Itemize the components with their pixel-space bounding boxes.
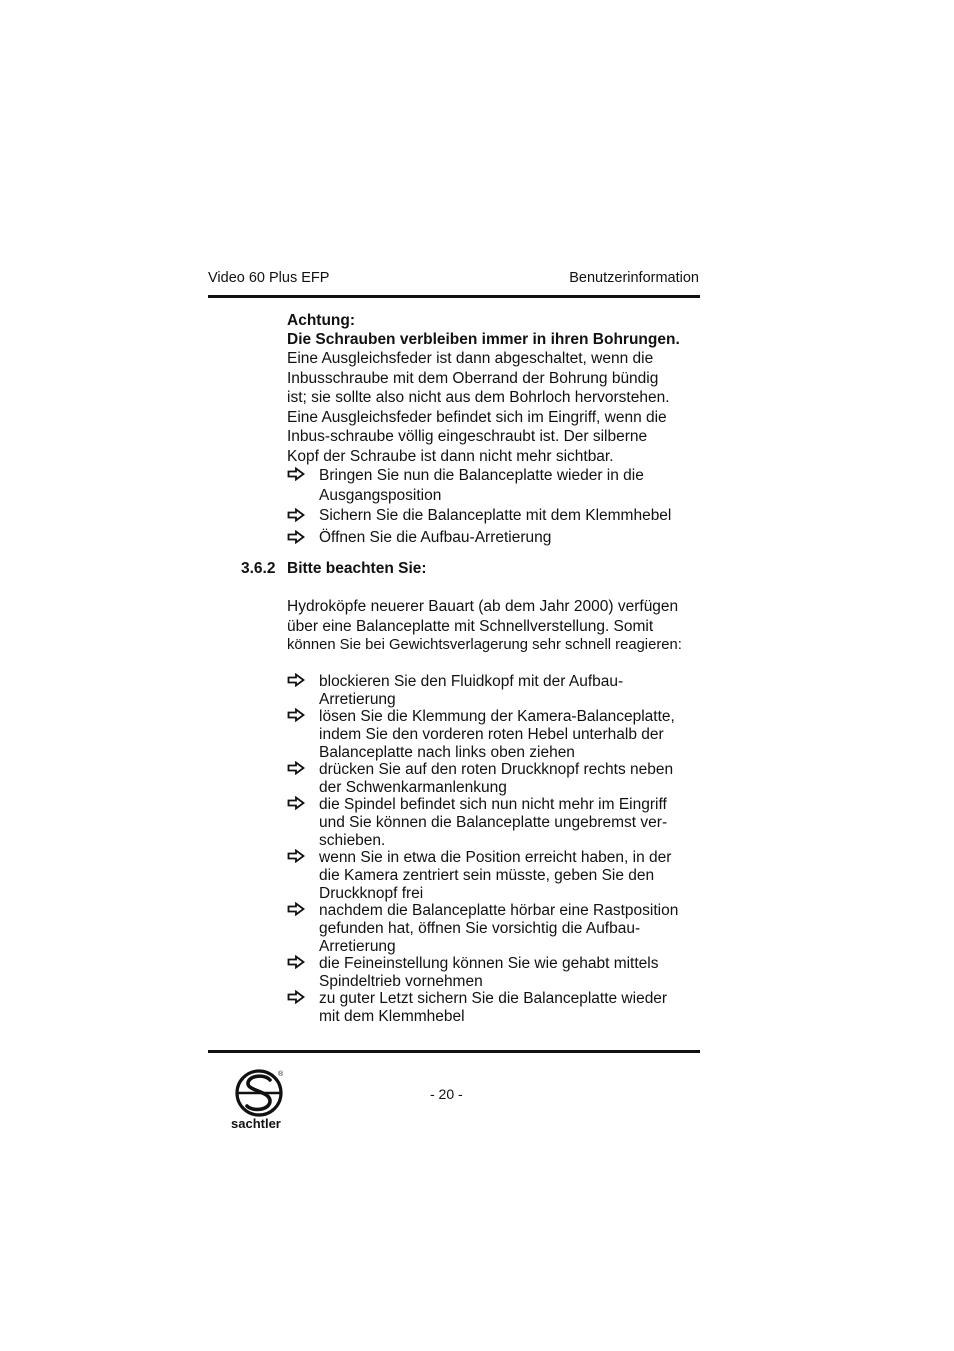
list-item: nachdem die Balanceplatte hörbar eine Rastposition gefunden hat, öffnen Sie vorsichtig die Aufbau- Arretierung [319, 902, 679, 955]
list-item: Sichern Sie die Balanceplatte mit dem Klemmhebel [319, 507, 672, 524]
arrow-right-icon [287, 508, 305, 522]
arrow-right-icon [287, 708, 305, 722]
intro-line: Hydroköpfe neuerer Bauart (ab dem Jahr 2000) verfügen [287, 598, 679, 615]
list-item: Öffnen Sie die Aufbau-Arretierung [319, 529, 552, 546]
intro-line: über eine Balanceplatte mit Schnellverstellung. Somit [287, 617, 654, 635]
list-item: lösen Sie die Klemmung der Kamera-Balanceplatte, indem Sie den vorderen roten Hebel unterhalb der Balanceplatte nach links oben ziehen [319, 708, 675, 761]
arrow-right-icon [287, 761, 305, 775]
note-line: Inbusschraube mit dem Oberrand der Bohrung bündig [287, 369, 659, 387]
registered-mark: ® [278, 1071, 284, 1078]
arrow-right-icon [287, 902, 305, 916]
note-body [287, 349, 670, 466]
list-item: wenn Sie in etwa die Position erreicht haben, in der die Kamera zentriert sein müsste, geben Sie den Druckknopf frei [319, 849, 672, 902]
arrow-right-icon [287, 955, 305, 969]
header-title: Video 60 Plus EFP [208, 270, 330, 286]
arrow-right-icon [287, 673, 305, 687]
section-number: 3.6.2 [241, 560, 276, 577]
note-line: Eine Ausgleichsfeder ist dann abgeschaltet, wenn die [287, 350, 654, 367]
section-title: Bitte beachten Sie: [287, 560, 427, 577]
arrow-right-icon [287, 530, 305, 544]
note-subtitle: Die Schrauben verbleiben immer in ihren Bohrungen. [287, 331, 680, 348]
arrow-right-icon [287, 467, 305, 481]
note-line: Eine Ausgleichsfeder befindet sich im Eingriff, wenn die [287, 408, 667, 426]
note-line: ist; sie sollte also nicht aus dem Bohrloch hervorstehen. [287, 389, 670, 406]
list-item: die Spindel befindet sich nun nicht mehr im Eingriff und Sie können die Balanceplatte ungebremst ver- schieben. [319, 796, 668, 849]
section-intro [287, 597, 682, 656]
arrow-right-icon [287, 990, 305, 1004]
list-item: zu guter Letzt sichern Sie die Balanceplatte wieder mit dem Klemmhebel [319, 990, 668, 1025]
intro-line: können Sie bei Gewichtsverlagerung sehr schnell reagieren: [287, 637, 682, 653]
arrow-right-icon [287, 796, 305, 810]
list-item: blockieren Sie den Fluidkopf mit der Aufbau- Arretierung [319, 673, 624, 708]
list-item: drücken Sie auf den roten Druckknopf rechts neben der Schwenkarmanlenkung [319, 761, 674, 796]
header-rule [208, 295, 700, 298]
list-item: Bringen Sie nun die Balanceplatte wieder in die Ausgangsposition [319, 467, 644, 504]
note-line: Kopf der Schraube ist dann nicht mehr sichtbar. [287, 447, 614, 465]
list-item: die Feineinstellung können Sie wie gehabt mittels Spindeltrieb vornehmen [319, 955, 659, 990]
page-number: - 20 - [430, 1086, 463, 1102]
note-line: Inbus-schraube völlig eingeschraubt ist. Der silberne [287, 428, 648, 445]
header-section: Benutzerinformation [569, 270, 699, 286]
sachtler-logo-icon [232, 1067, 288, 1119]
note-title: Achtung: [287, 312, 356, 329]
footer-rule [208, 1050, 700, 1053]
logo-text: sachtler [231, 1116, 281, 1131]
arrow-right-icon [287, 849, 305, 863]
